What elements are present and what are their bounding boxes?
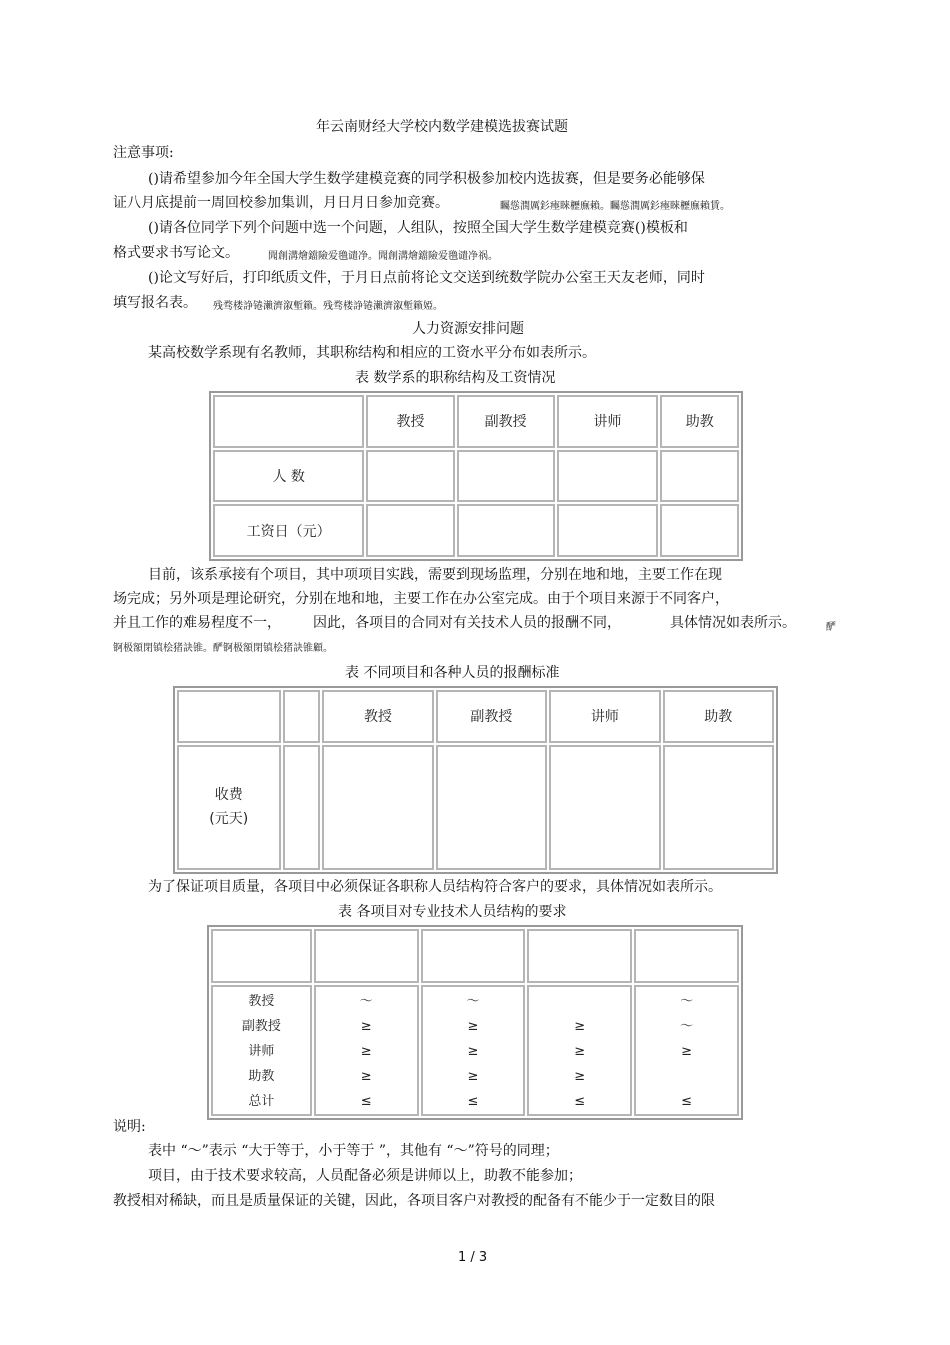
table-header-cell: 副教授 (436, 690, 547, 743)
table-2 (173, 686, 778, 874)
table-header-cell: 助教 (663, 690, 774, 743)
constraint-cell: ≥ (467, 1019, 479, 1034)
notice-1-noise-text: 矚慫潤厲釤瘞睞櫪廡賴。矚慫潤厲釤瘞睞櫪廡賴賃。 (500, 201, 730, 212)
notice-2-line-2: 格式要求书写论文。 (113, 245, 239, 261)
table-header-cell (213, 395, 364, 448)
label-professor: 教授 (248, 994, 275, 1009)
constraint-cell (529, 989, 630, 1014)
constraint-cell: ≥ (467, 1044, 479, 1059)
constraint-cell: ≥ (360, 1069, 372, 1084)
notice-3-line-1: ()论文写好后，打印纸质文件，于月日点前将论文交送到统数学院办公室王天友老师，同时 (148, 270, 705, 286)
table-header-cell: 教授 (322, 690, 433, 743)
para-2-line-3c: 具体情况如表所示。 (670, 615, 796, 631)
constraint-cell: ≤ (467, 1094, 479, 1109)
table-2-caption: 表 不同项目和各种人员的报酬标准 (345, 665, 560, 681)
label-total: 总计 (248, 1094, 275, 1109)
notice-2-noise-text: 聞創溝燴鐺險爱氇谴净。聞創溝燴鐺險爱氇谴净祸。 (268, 251, 498, 262)
table-header-cell (421, 929, 526, 983)
table-cell (366, 504, 454, 557)
table-row-label (177, 745, 281, 870)
constraint-cell: ≤ (360, 1094, 372, 1109)
table-header-cell: 讲师 (549, 690, 660, 743)
constraint-cell: ～ (680, 1019, 694, 1034)
problem-title: 人力资源安排问题 (412, 321, 524, 337)
constraint-cell: ≥ (574, 1019, 586, 1034)
constraint-cell: ≥ (467, 1069, 479, 1084)
note-3: 教授相对稀缺，而且是质量保证的关键，因此，各项目客户对教授的配备有不能少于一定数目的限 (113, 1193, 715, 1209)
table-cell (457, 504, 555, 557)
table-header-cell (177, 690, 281, 743)
label-assistant: 助教 (248, 1069, 275, 1084)
table-header-cell (634, 929, 739, 983)
constraint-cell: ≥ (360, 1019, 372, 1034)
constraint-cell: ≥ (681, 1044, 693, 1059)
constraint-cell: ≥ (360, 1044, 372, 1059)
table-cell (549, 745, 660, 870)
table-header-cell: 教授 (366, 395, 454, 448)
table-cell (557, 450, 659, 503)
table-cell (663, 745, 774, 870)
constraint-cell: ≥ (574, 1069, 586, 1084)
para-2-noise-a: 酽 (826, 622, 836, 633)
table-cell (660, 504, 739, 557)
note-heading: 说明: (113, 1119, 146, 1135)
table-cell (436, 745, 547, 870)
table-header-cell: 讲师 (557, 395, 659, 448)
note-2: 项目，由于技术要求较高，人员配备必须是讲师以上，助教不能参加； (148, 1168, 582, 1184)
project-column-1 (314, 985, 419, 1116)
project-column-2 (421, 985, 526, 1116)
notice-3-noise-text: 残骛楼諍锩瀨濟溆塹籟。残骛楼諍锩瀨濟溆塹籟婭。 (213, 301, 443, 312)
problem-intro: 某高校数学系现有名教师，其职称结构和相应的工资水平分布如表所示。 (148, 345, 596, 361)
table-cell (660, 450, 739, 503)
project-column-3 (527, 985, 632, 1116)
project-column-4 (634, 985, 739, 1116)
table-header-cell (314, 929, 419, 983)
table-row-label: 工资日（元） (213, 504, 364, 557)
para-2-noise-b: 锕极額閉镇桧猪訣锥。酽锕极額閉镇桧猪訣锥顧。 (113, 643, 333, 654)
para-2-line-2: 场完成；另外项是理论研究，分别在地和地，主要工作在办公室完成。由于个项目来源于不同客户， (113, 591, 729, 607)
table-header-cell: 助教 (660, 395, 739, 448)
table-cell (366, 450, 454, 503)
table-1-caption: 表 数学系的职称结构及工资情况 (355, 370, 556, 386)
fee-unit-label: (元天) (209, 811, 249, 828)
notice-2-line-1: ()请各位同学下列个问题中选一个问题，人组队，按照全国大学生数学建模竞赛()模板和 (148, 220, 688, 236)
fee-label: 收费 (214, 787, 243, 804)
constraint-cell: ～ (359, 994, 373, 1009)
para-3: 为了保证项目质量，各项目中必须保证各职称人员结构符合客户的要求，具体情况如表所示。 (148, 879, 722, 895)
para-2-line-3b: 因此，各项目的合同对有关技术人员的报酬不同， (313, 615, 621, 631)
constraint-cell: ≤ (681, 1094, 693, 1109)
constraint-cell: ≥ (574, 1044, 586, 1059)
table-header-cell (283, 690, 321, 743)
table-1 (209, 391, 743, 561)
constraint-cell (636, 1064, 737, 1089)
table-row-label: 人 数 (213, 450, 364, 503)
table-3-caption: 表 各项目对专业技术人员结构的要求 (338, 904, 567, 920)
note-1: 表中 “～”表示 “大于等于，小于等于 ”，其他有 “～”符号的同理； (148, 1143, 559, 1159)
table-header-cell (527, 929, 632, 983)
para-2-line-3a: 并且工作的难易程度不一， (113, 615, 281, 631)
para-2-line-1: 目前，该系承接有个项目，其中项项目实践，需要到现场监理，分别在地和地，主要工作在现 (148, 567, 722, 583)
label-associate-professor: 副教授 (241, 1019, 281, 1034)
table-header-cell: 副教授 (457, 395, 555, 448)
label-lecturer: 讲师 (248, 1044, 275, 1059)
table-cell (457, 450, 555, 503)
notice-heading: 注意事项: (113, 145, 174, 161)
constraint-cell: ～ (680, 994, 694, 1009)
document-title: 年云南财经大学校内数学建模选拔赛试题 (316, 119, 568, 135)
table-cell (283, 745, 321, 870)
page-number: 1 / 3 (458, 1250, 488, 1265)
table-cell (557, 504, 659, 557)
notice-1-line-1: ()请希望参加今年全国大学生数学建模竞赛的同学积极参加校内选拔赛，但是要务必能够保 (148, 171, 705, 187)
constraint-cell: ～ (466, 994, 480, 1009)
table-3 (207, 925, 743, 1120)
notice-1-line-2: 证八月底提前一周回校参加集训，月日月日参加竞赛。 (113, 195, 449, 211)
table-header-cell (211, 929, 312, 983)
table-row-labels (211, 985, 312, 1116)
table-cell (322, 745, 433, 870)
notice-3-line-2: 填写报名表。 (113, 295, 197, 311)
constraint-cell: ≤ (574, 1094, 586, 1109)
